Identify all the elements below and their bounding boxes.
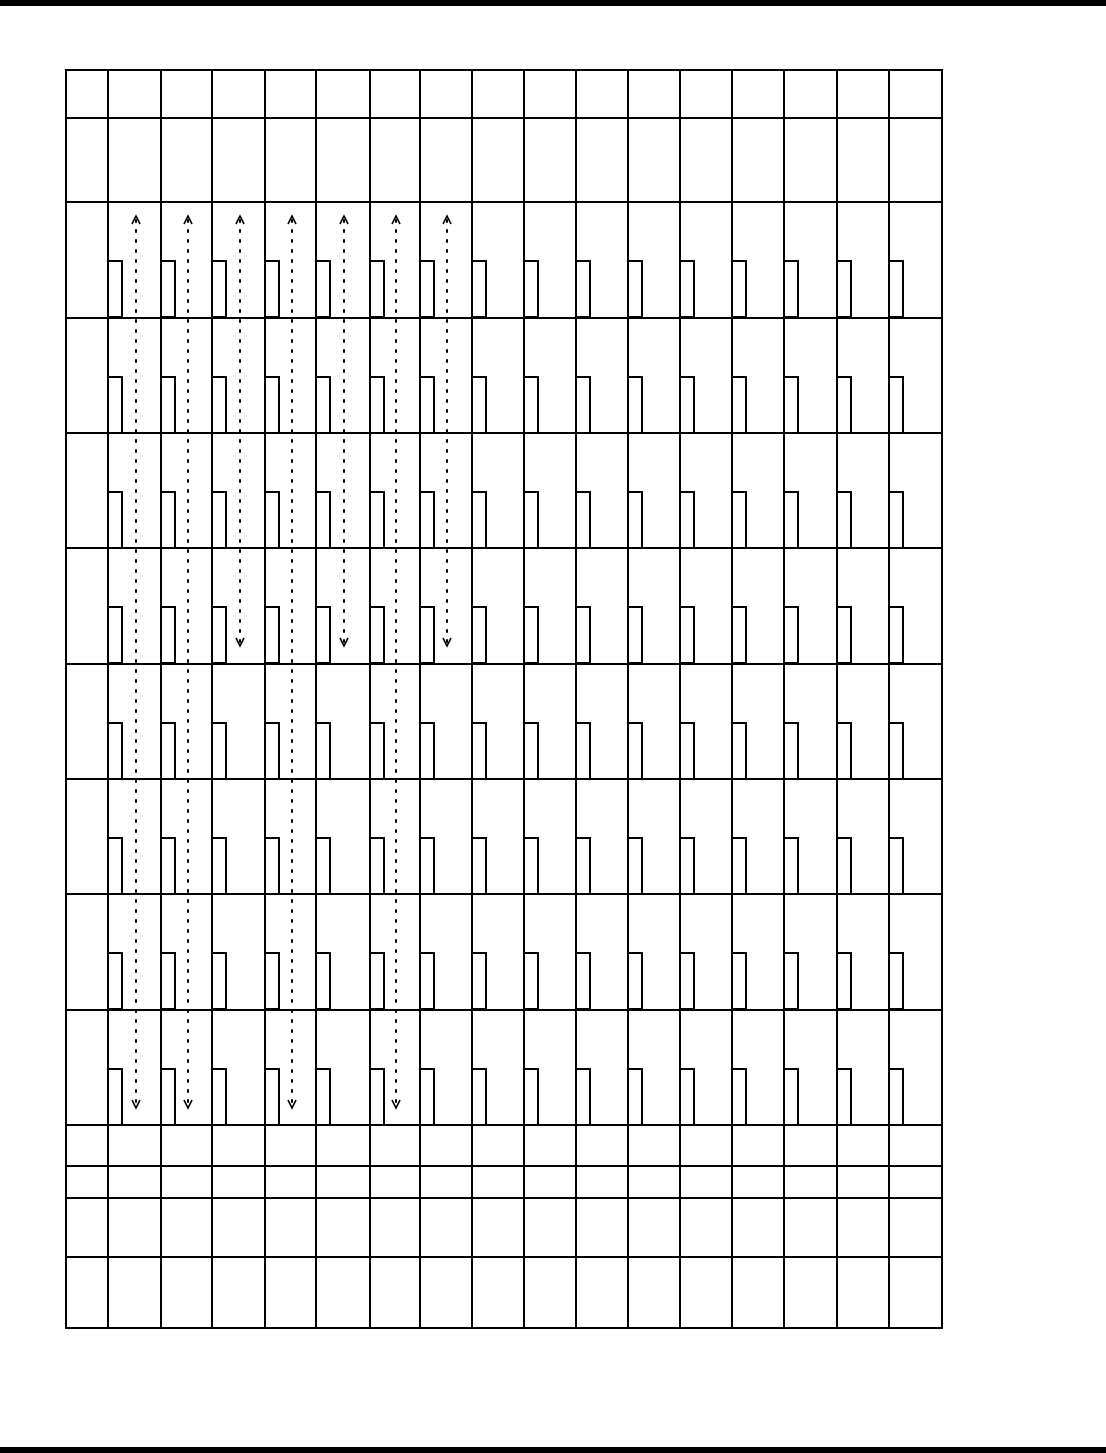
slot-marker <box>628 723 642 779</box>
slot-marker <box>420 377 434 433</box>
slot-marker <box>212 1069 226 1125</box>
slot-marker <box>420 953 434 1009</box>
slot-marker <box>212 607 226 663</box>
slot-marker <box>108 838 122 894</box>
slot-marker <box>576 838 590 894</box>
slot-marker <box>370 723 384 779</box>
slot-marker <box>576 953 590 1009</box>
slot-marker <box>837 838 851 894</box>
slot-marker <box>420 723 434 779</box>
slot-marker <box>576 607 590 663</box>
slot-marker <box>265 607 279 663</box>
slot-marker <box>108 953 122 1009</box>
slot-marker <box>628 1069 642 1125</box>
slot-marker <box>370 607 384 663</box>
slot-marker <box>837 953 851 1009</box>
slot-marker <box>370 953 384 1009</box>
slot-marker <box>420 261 434 317</box>
slot-marker <box>524 607 538 663</box>
slot-marker <box>472 953 486 1009</box>
slot-marker <box>212 377 226 433</box>
bottom-rule <box>0 1447 1106 1453</box>
slot-marker <box>732 377 746 433</box>
slot-marker <box>316 1069 330 1125</box>
slot-marker <box>784 723 798 779</box>
slot-marker <box>524 377 538 433</box>
slot-marker <box>370 261 384 317</box>
slot-marker <box>784 377 798 433</box>
slot-marker <box>370 838 384 894</box>
slot-marker <box>732 1069 746 1125</box>
slot-marker <box>265 723 279 779</box>
slot-marker <box>161 492 175 548</box>
slot-marker <box>680 607 694 663</box>
slot-marker <box>472 838 486 894</box>
slot-marker <box>889 261 903 317</box>
slot-marker <box>108 1069 122 1125</box>
slot-marker <box>784 492 798 548</box>
slot-marker <box>576 1069 590 1125</box>
slot-marker <box>265 377 279 433</box>
slot-marker <box>108 377 122 433</box>
slot-marker <box>420 492 434 548</box>
slot-marker <box>212 492 226 548</box>
slot-marker <box>161 1069 175 1125</box>
slot-marker <box>784 1069 798 1125</box>
slot-marker <box>212 838 226 894</box>
slot-marker <box>784 953 798 1009</box>
slot-marker <box>420 838 434 894</box>
slot-marker <box>732 953 746 1009</box>
slot-marker <box>628 261 642 317</box>
slot-marker <box>889 492 903 548</box>
slot-marker <box>889 1069 903 1125</box>
slot-marker <box>837 607 851 663</box>
slot-marker <box>680 1069 694 1125</box>
slot-marker <box>472 723 486 779</box>
slot-marker <box>732 261 746 317</box>
slot-marker <box>370 1069 384 1125</box>
slot-marker <box>472 492 486 548</box>
slot-marker <box>576 492 590 548</box>
slot-marker <box>524 953 538 1009</box>
slot-marker <box>680 492 694 548</box>
slot-marker <box>889 953 903 1009</box>
slot-marker <box>316 607 330 663</box>
slot-marker <box>889 838 903 894</box>
slot-marker <box>161 723 175 779</box>
slot-marker <box>628 492 642 548</box>
slot-marker <box>420 607 434 663</box>
slot-marker <box>161 261 175 317</box>
slot-marker <box>680 953 694 1009</box>
slot-marker <box>370 377 384 433</box>
slot-marker <box>212 953 226 1009</box>
slot-marker <box>265 953 279 1009</box>
slot-marker <box>576 723 590 779</box>
slot-marker <box>628 838 642 894</box>
slot-marker <box>524 1069 538 1125</box>
slot-marker <box>837 261 851 317</box>
slot-marker <box>524 838 538 894</box>
slot-marker <box>472 607 486 663</box>
slot-marker <box>732 838 746 894</box>
slot-marker <box>316 953 330 1009</box>
slot-marker <box>524 492 538 548</box>
slot-marker <box>161 607 175 663</box>
slot-marker <box>472 1069 486 1125</box>
slot-marker <box>212 723 226 779</box>
slot-marker <box>889 607 903 663</box>
slot-marker <box>265 261 279 317</box>
slot-marker <box>265 1069 279 1125</box>
slot-marker <box>524 261 538 317</box>
slot-marker <box>316 377 330 433</box>
slot-marker <box>370 492 384 548</box>
slot-marker <box>732 607 746 663</box>
slot-marker <box>472 261 486 317</box>
slot-marker <box>889 723 903 779</box>
slot-marker <box>524 723 538 779</box>
slot-marker <box>680 261 694 317</box>
slot-marker <box>161 377 175 433</box>
grid-frame <box>66 70 942 1328</box>
slot-marker <box>732 723 746 779</box>
slot-marker <box>837 1069 851 1125</box>
slot-marker <box>784 607 798 663</box>
slot-marker <box>265 838 279 894</box>
slot-marker <box>628 607 642 663</box>
slot-marker <box>784 261 798 317</box>
slot-marker <box>732 492 746 548</box>
slot-marker <box>316 723 330 779</box>
slot-marker <box>108 261 122 317</box>
slot-marker <box>472 377 486 433</box>
slot-marker <box>889 377 903 433</box>
slot-marker <box>161 838 175 894</box>
slot-marker <box>108 492 122 548</box>
slot-marker <box>576 261 590 317</box>
slot-marker <box>680 723 694 779</box>
slot-marker <box>680 377 694 433</box>
slot-marker <box>212 261 226 317</box>
slot-marker <box>316 261 330 317</box>
slot-marker <box>316 838 330 894</box>
slot-marker <box>108 723 122 779</box>
slot-marker <box>265 492 279 548</box>
slot-marker <box>784 838 798 894</box>
slot-marker <box>837 377 851 433</box>
slot-marker <box>161 953 175 1009</box>
slot-marker <box>420 1069 434 1125</box>
slot-marker <box>316 492 330 548</box>
slot-marker <box>680 838 694 894</box>
slot-marker <box>628 377 642 433</box>
slot-marker <box>108 607 122 663</box>
slot-marker <box>628 953 642 1009</box>
slot-marker <box>576 377 590 433</box>
slot-marker <box>837 492 851 548</box>
slot-marker <box>837 723 851 779</box>
